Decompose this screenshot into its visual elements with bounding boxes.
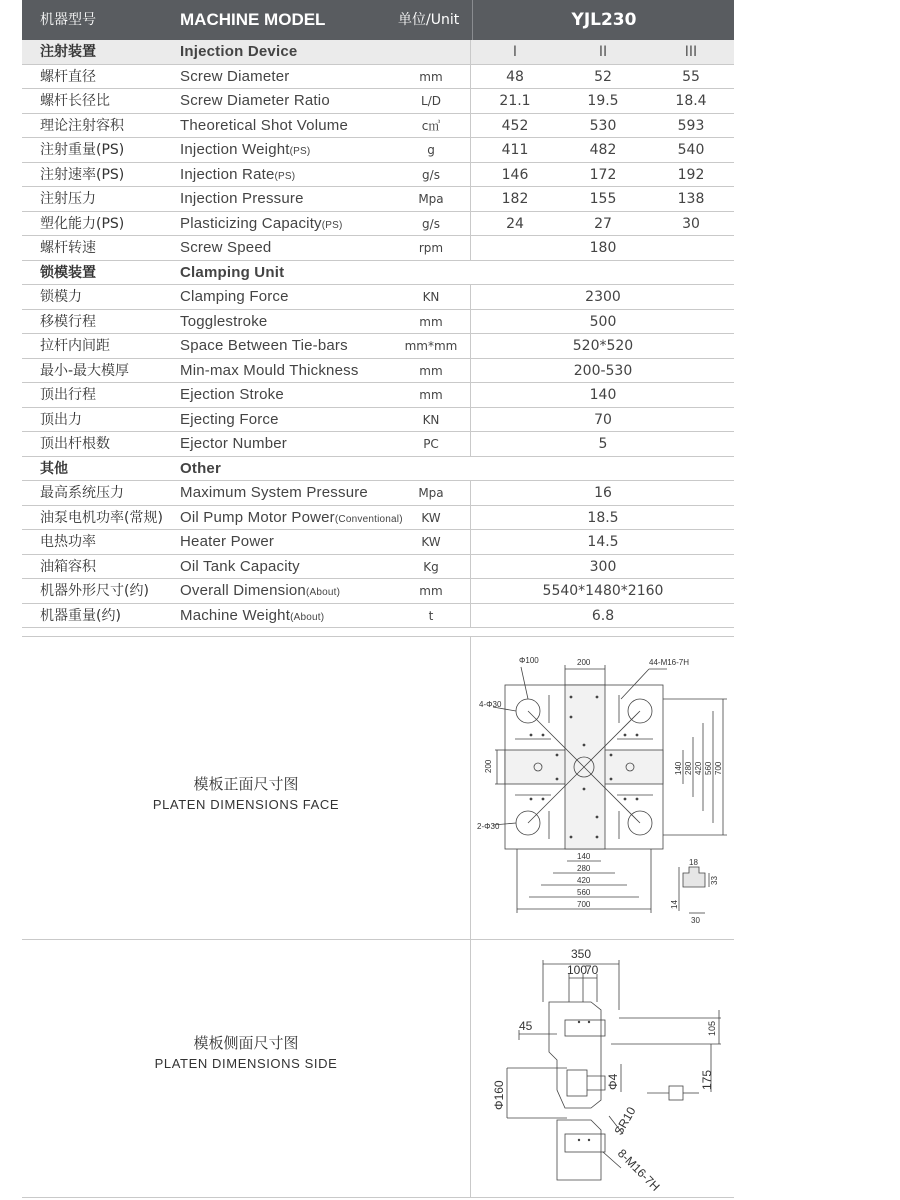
platen-face-drawing: [471, 637, 733, 937]
row-values: [470, 481, 735, 505]
row-label-en-main: Ejector Number: [180, 435, 288, 452]
row-values: [470, 40, 735, 64]
row-unit: mm*mm: [404, 339, 458, 353]
row-unit: g/s: [422, 216, 440, 231]
row-unit: L/D: [421, 94, 441, 108]
dim-8-m16: 8-M16-7H: [614, 1146, 663, 1194]
dim-2-phi30: 2-Φ30: [477, 822, 500, 831]
row-value: I: [512, 44, 518, 60]
dim-4-phi30: 4-Φ30: [479, 700, 502, 709]
row-unit: KN: [422, 412, 440, 427]
table-row: [22, 408, 734, 433]
row-label-cn: 油箱容积: [40, 558, 96, 575]
row-value: 411: [501, 142, 529, 158]
dim-left200: 200: [484, 759, 493, 773]
row-label-en-main: Maximum System Pressure: [180, 484, 368, 501]
table-row: [22, 310, 734, 335]
dim-h700: 700: [577, 900, 591, 909]
row-value: 70: [594, 411, 612, 428]
table-row: [22, 359, 734, 384]
row-unit: Mpa: [418, 486, 444, 500]
row-label-en-suffix: (About): [290, 611, 325, 623]
row-label-en: [180, 555, 300, 579]
row-unit: KW: [421, 510, 441, 525]
row-values: [470, 457, 734, 481]
row-value: 48: [506, 68, 524, 85]
row-value: 146: [501, 166, 529, 183]
row-label-en: [180, 359, 359, 383]
row-value: 5: [598, 436, 608, 452]
row-values: [470, 89, 735, 113]
row-unit: Mpa: [418, 192, 444, 206]
row-value: 21.1: [499, 93, 531, 109]
row-value: 6.8: [591, 607, 615, 624]
row-value: 24: [506, 215, 524, 232]
row-label-en-suffix: (PS): [321, 219, 343, 231]
row-label-en-main: Clamping Unit: [180, 263, 285, 281]
row-values: [470, 432, 735, 456]
dim-slot18: 18: [689, 858, 698, 867]
row-label-en-main: Oil Tank Capacity: [180, 557, 300, 575]
row-label-cn: 机器外形尺寸(约): [40, 583, 149, 599]
table-row: [22, 114, 734, 139]
table-row: [22, 555, 734, 580]
header-machine-model-en: MACHINE MODEL: [180, 10, 326, 29]
row-label-en: [180, 457, 221, 481]
row-unit: KW: [421, 535, 441, 549]
table-row: [22, 604, 734, 629]
dim-h420: 420: [577, 876, 591, 885]
row-label-en: [180, 334, 348, 358]
row-label-cn: 注射装置: [40, 44, 96, 60]
row-value: 180: [589, 240, 617, 256]
row-value: 30: [682, 215, 700, 232]
row-label-en-main: Togglestroke: [180, 312, 268, 330]
row-label-en-main: Screw Speed: [180, 239, 272, 256]
row-label-cn: 移模行程: [40, 313, 96, 330]
row-unit: g: [427, 143, 435, 157]
row-value: 18.4: [675, 93, 707, 109]
table-row: [22, 579, 734, 604]
row-values: [470, 604, 735, 628]
table-row: [22, 236, 734, 261]
row-label-cn: 注射速率(PS): [40, 166, 125, 183]
row-label-en-main: Machine Weight: [180, 606, 291, 624]
row-value: 500: [589, 313, 617, 330]
dim-100: 100: [567, 963, 588, 977]
table-row: [22, 163, 734, 188]
row-values: [470, 285, 735, 309]
row-value: 172: [589, 166, 617, 183]
row-unit: mm: [419, 314, 443, 329]
row-label-en-main: Screw Diameter: [180, 67, 290, 85]
row-value: 5540*1480*2160: [542, 583, 664, 599]
row-label-en: [180, 65, 290, 89]
row-label-en-main: Space Between Tie-bars: [180, 337, 348, 354]
row-label-en: [180, 187, 304, 211]
platen-side-body: [549, 1002, 601, 1108]
dim-phi100: Φ100: [519, 656, 539, 665]
row-value: 140: [589, 387, 617, 403]
row-unit: mm: [419, 388, 443, 402]
dim-v280: 280: [684, 761, 693, 775]
table-row: [22, 506, 734, 531]
row-label-cn: 电热功率: [40, 534, 96, 550]
header-unit: 单位/Unit: [398, 12, 460, 28]
row-label-en: [180, 408, 279, 432]
row-label-en-main: Injection Device: [180, 43, 298, 60]
dim-phi4: Φ4: [606, 1073, 620, 1090]
row-label-cn: 螺杆长径比: [40, 93, 110, 109]
dim-slot33: 33: [710, 876, 719, 885]
row-value: 18.5: [587, 509, 619, 526]
row-label-cn: 最小-最大模厚: [40, 362, 130, 379]
row-label-cn: 顶出杆根数: [40, 436, 110, 452]
row-unit: g/s: [422, 167, 440, 182]
row-value: 540: [677, 142, 705, 158]
row-label-cn: 注射重量(PS): [40, 142, 125, 158]
row-label-cn: 最高系统压力: [40, 485, 124, 501]
platen-side-title-en: PLATEN DIMENSIONS SIDE: [154, 1056, 338, 1071]
row-label-cn: 锁模装置: [40, 264, 96, 281]
table-row: [22, 65, 734, 90]
row-label-cn: 其他: [40, 460, 68, 477]
row-values: [470, 212, 735, 236]
row-values: [470, 334, 735, 358]
dim-h140: 140: [577, 852, 591, 861]
row-label-en-suffix: (PS): [274, 170, 296, 182]
row-value: 482: [589, 142, 617, 158]
dim-350: 350: [571, 947, 592, 961]
row-label-en-main: Injection Weight: [180, 141, 290, 158]
table-header: [22, 0, 734, 40]
row-label-cn: 塑化能力(PS): [40, 215, 125, 232]
row-values: [470, 261, 734, 285]
row-label-en: [180, 310, 267, 334]
row-unit: mm: [419, 584, 443, 598]
row-label-en-main: Oil Pump Motor Power: [180, 508, 335, 526]
row-value: 52: [594, 68, 612, 85]
row-label-en-main: Min-max Mould Thickness: [180, 361, 359, 379]
row-label-en-suffix: (About): [305, 587, 341, 598]
row-label-en: [180, 383, 284, 407]
row-label-en: [180, 579, 340, 605]
row-value: 55: [682, 68, 700, 85]
row-value: 192: [677, 166, 705, 183]
dim-v700: 700: [714, 761, 723, 775]
platen-side-drawing: [471, 940, 733, 1196]
row-unit: t: [428, 608, 434, 623]
row-value: II: [598, 44, 608, 60]
row-values: [470, 236, 735, 260]
table-row: [22, 530, 734, 555]
row-value: 452: [501, 117, 529, 134]
platen-side-title-cn: 模板侧面尺寸图: [193, 1034, 299, 1052]
row-label-cn: 顶出力: [40, 411, 82, 428]
row-values: [470, 383, 735, 407]
row-unit: PC: [423, 437, 439, 451]
row-value: 300: [589, 558, 617, 575]
row-label-cn: 螺杆转速: [40, 240, 96, 256]
row-value: 530: [589, 117, 617, 134]
row-label-en-main: Plasticizing Capacity: [180, 214, 322, 232]
row-label-en: [180, 285, 289, 309]
row-label-en-main: Theoretical Shot Volume: [180, 116, 349, 134]
header-machine-model-cn: 机器型号: [40, 12, 96, 28]
row-label-en-main: Overall Dimension: [180, 582, 306, 599]
row-label-cn: 螺杆直径: [40, 68, 96, 85]
row-unit: Kg: [423, 559, 439, 574]
row-values: [470, 114, 735, 138]
dim-v420: 420: [694, 761, 703, 775]
row-values: [470, 506, 735, 530]
table-row: [22, 432, 734, 457]
table-row: [22, 285, 734, 310]
table-row: [22, 212, 734, 237]
row-value: III: [684, 44, 698, 60]
row-label-en: [180, 506, 403, 532]
dim-v140: 140: [674, 761, 683, 775]
platen-face-title-en: PLATEN DIMENSIONS FACE: [152, 797, 340, 812]
row-value: 138: [677, 191, 705, 207]
row-label-en: [180, 261, 284, 285]
row-label-en: [180, 114, 348, 138]
dim-105: 105: [707, 1020, 717, 1036]
dim-v560: 560: [704, 761, 713, 775]
dim-175: 175: [700, 1069, 714, 1090]
row-label-en-main: Injection Pressure: [180, 190, 304, 207]
row-values: [470, 163, 735, 187]
row-value: 27: [594, 215, 612, 232]
row-values: [470, 187, 735, 211]
row-label-en: [180, 604, 324, 630]
row-values: [470, 408, 735, 432]
dim-h560: 560: [577, 888, 591, 897]
dim-sr10: SR10: [611, 1104, 639, 1138]
row-values: [470, 310, 735, 334]
row-label-en-main: Heater Power: [180, 533, 275, 550]
row-label-en-main: Screw Diameter Ratio: [180, 92, 330, 109]
dim-phi160: Φ160: [492, 1080, 506, 1110]
row-value: 593: [677, 117, 705, 134]
platen-side-panel: [22, 940, 734, 1197]
spec-rows: [22, 40, 734, 628]
header-model-name: YJL230: [472, 0, 735, 40]
row-label-en-main: Ejecting Force: [180, 410, 279, 428]
row-values: [470, 359, 735, 383]
row-label-cn: 理论注射容积: [40, 117, 124, 134]
row-unit: c㎥: [421, 118, 441, 133]
row-value: 19.5: [587, 93, 619, 109]
section-row: [22, 40, 734, 65]
platen-side-label: [22, 1032, 470, 1071]
row-label-en-main: Clamping Force: [180, 288, 289, 305]
row-values: [470, 138, 735, 162]
row-label-cn: 顶出行程: [40, 387, 96, 403]
row-unit: KN: [422, 290, 440, 304]
row-label-en: [180, 89, 330, 113]
row-value: 155: [589, 191, 617, 207]
row-label-cn: 拉杆内间距: [40, 338, 110, 354]
row-label-en-main: Injection Rate: [180, 165, 275, 183]
section-row: [22, 261, 734, 286]
row-label-en-suffix: (PS): [289, 146, 311, 157]
dim-slot14: 14: [670, 900, 679, 909]
platen-face-label: [22, 773, 470, 812]
row-value: 14.5: [587, 534, 619, 550]
row-values: [470, 530, 735, 554]
row-label-en: [180, 481, 368, 505]
row-unit: rpm: [418, 241, 444, 255]
section-row: [22, 457, 734, 482]
table-row: [22, 334, 734, 359]
row-label-cn: 油泵电机功率(常规): [40, 509, 163, 526]
row-values: [470, 555, 735, 579]
row-unit: mm: [419, 69, 443, 84]
platen-drawings: [22, 636, 734, 1198]
dim-h280: 280: [577, 864, 591, 873]
dim-70: 70: [585, 963, 599, 977]
row-values: [470, 579, 735, 603]
row-label-cn: 机器重量(约): [40, 607, 121, 624]
spec-table: [22, 0, 734, 628]
row-value: 200-530: [573, 362, 633, 379]
dim-m16: 44-M16-7H: [649, 658, 690, 667]
row-value: 520*520: [572, 338, 634, 354]
row-label-en: [180, 432, 287, 456]
table-row: [22, 138, 734, 163]
row-label-en-main: Ejection Stroke: [180, 386, 284, 403]
row-label-en: [180, 40, 297, 64]
row-label-cn: 注射压力: [40, 191, 96, 207]
row-label-en: [180, 138, 310, 164]
table-row: [22, 383, 734, 408]
row-unit: mm: [419, 363, 443, 378]
platen-face-title-cn: 模板正面尺寸图: [193, 775, 299, 793]
row-label-en: [180, 236, 271, 260]
row-value: 16: [594, 485, 612, 501]
row-value: 182: [501, 191, 529, 207]
vertical-band: [565, 685, 605, 849]
dim-slot30: 30: [691, 916, 700, 925]
row-label-cn: 锁模力: [40, 289, 82, 305]
row-label-en-suffix: (Conventional): [334, 513, 403, 525]
dim-top200: 200: [577, 658, 591, 667]
row-label-en: [180, 163, 295, 189]
row-label-en: [180, 530, 274, 554]
row-label-en-main: Other: [180, 459, 222, 477]
dim-45: 45: [519, 1019, 533, 1033]
platen-face-panel: [22, 637, 734, 940]
row-values: [470, 65, 735, 89]
table-row: [22, 187, 734, 212]
row-value: 2300: [585, 289, 621, 305]
table-row: [22, 481, 734, 506]
row-label-en: [180, 212, 343, 238]
table-row: [22, 89, 734, 114]
